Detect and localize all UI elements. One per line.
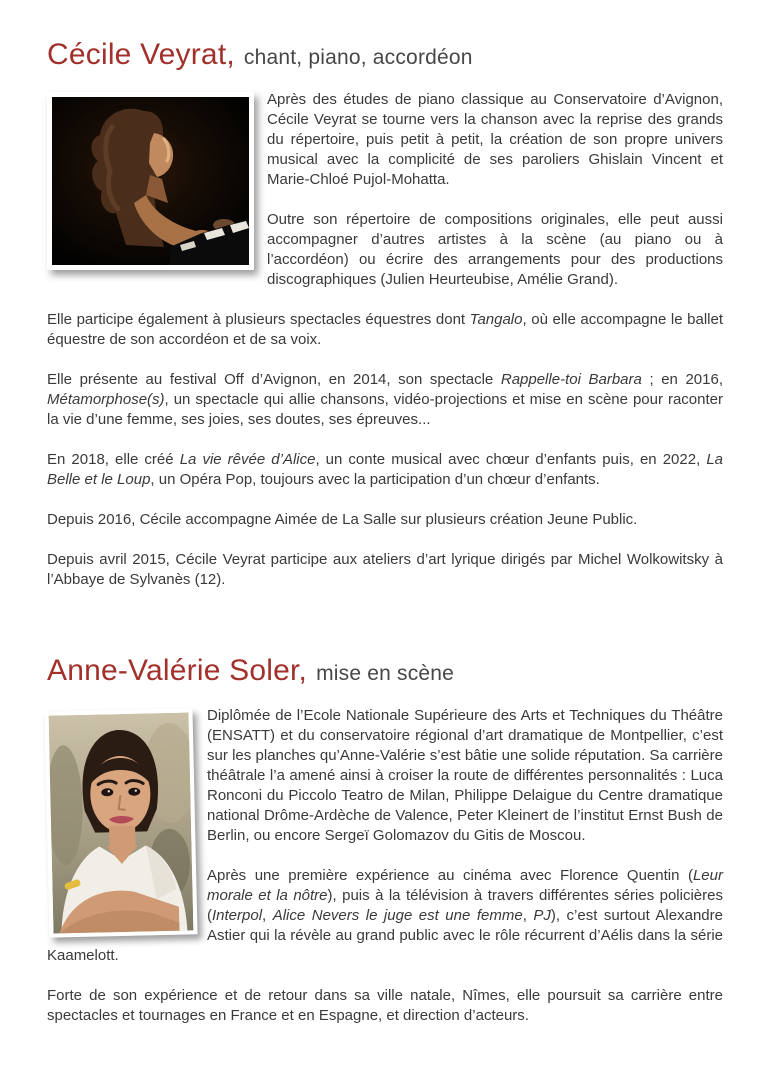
bio-paragraph: Depuis 2016, Cécile accompagne Aimée de La Salle sur plusieurs création Jeune Public. bbox=[47, 511, 638, 529]
artist-role: mise en scène bbox=[316, 662, 455, 686]
cecile-veyrat-photo bbox=[47, 92, 254, 270]
anne-valerie-soler-photo bbox=[44, 709, 197, 938]
artist-name: Anne-Valérie Soler, bbox=[47, 654, 308, 688]
bio-paragraph: Forte de son expérience et de retour dans sa ville natale, Nîmes, elle poursuit sa carrière entre spectacles et tournages en France et en Espagne, et direction d’acteurs. bbox=[47, 987, 723, 1025]
bio-content bbox=[47, 706, 723, 1026]
section-heading bbox=[47, 652, 723, 687]
artist-name: Cécile Veyrat, bbox=[47, 38, 235, 71]
piano-stage-photo-graphic bbox=[52, 97, 249, 265]
artist-role: chant, piano, accordéon bbox=[243, 46, 473, 69]
bio-paragraph: Diplômée de l’Ecole Nationale Supérieure des Arts et Techniques du Théâtre (ENSATT) et du conservatoire régional d’art dramatique de Montpellier, c’est sur les planches qu’Anne-Valérie s’est bâtie une solide réputation. Sa carrière théâtrale l’a amené ainsi à croiser la route de différentes personnalités : Luca Ronconi du Piccolo Teatro de Milan, Philippe Delaigue du Centre dramatique national Drôme-Ardèche de Valence, Peter Kleinert de l’institut Ernst Bush de Berlin, ou encore Sergeï Golomazov du Gitis de Moscou. bbox=[207, 707, 723, 845]
section-anne-valerie-soler bbox=[47, 652, 723, 1026]
bio-paragraph: Après des études de piano classique au Conservatoire d’Avignon, Cécile Veyrat se tourne vers la chanson avec la reprise des grands du répertoire, puis petit à petit, la création de son propre univers musical avec la complicité de ses paroliers Ghislain Vincent et Marie-Chloé Pujol-Mohatta. bbox=[267, 91, 723, 189]
bio-content bbox=[47, 90, 723, 590]
section-cecile-veyrat bbox=[47, 36, 723, 590]
bio-paragraph: Après une première expérience au cinéma avec Florence Quentin (Leur morale et la nôtre), puis à la télévision à travers différentes séries policières (Interpol, Alice Nevers le juge est une femme, PJ), c’est surtout Alexandre Astier qui la révèle au grand public avec le rôle récurrent d’Aélis dans la série Kaamelott. bbox=[47, 867, 723, 965]
section-heading bbox=[47, 36, 723, 71]
bio-paragraph: Depuis avril 2015, Cécile Veyrat participe aux ateliers d’art lyrique dirigés par Michel Wolkowitsky à l’Abbaye de Sylvanès (12). bbox=[47, 551, 723, 589]
portrait-photo-graphic bbox=[49, 713, 194, 934]
bio-paragraph: En 2018, elle créé La vie rêvée d’Alice, un conte musical avec chœur d’enfants puis, en 2022, La Belle et le Loup, un Opéra Pop, toujours avec la participation d’un chœur d’enfants. bbox=[47, 451, 723, 489]
bio-paragraph: Outre son répertoire de compositions originales, elle peut aussi accompagner d’autres artistes à la scène (au piano ou à l’accordéon) ou écrire des arrangements pour des productions discographiques (Julien Heurteubise, Amélie Grand). bbox=[267, 211, 723, 289]
bio-paragraph: Elle participe également à plusieurs spectacles équestres dont Tangalo, où elle accompagne le ballet équestre de son accordéon et de sa voix. bbox=[47, 311, 723, 349]
bio-paragraph: Elle présente au festival Off d’Avignon, en 2014, son spectacle Rappelle-toi Barbara ; en 2016, Métamorphose(s), un spectacle qui allie chansons, vidéo-projections et mise en scène pour raconter la vie d’une femme, ses joies, ses doutes, ses épreuves... bbox=[47, 371, 723, 429]
